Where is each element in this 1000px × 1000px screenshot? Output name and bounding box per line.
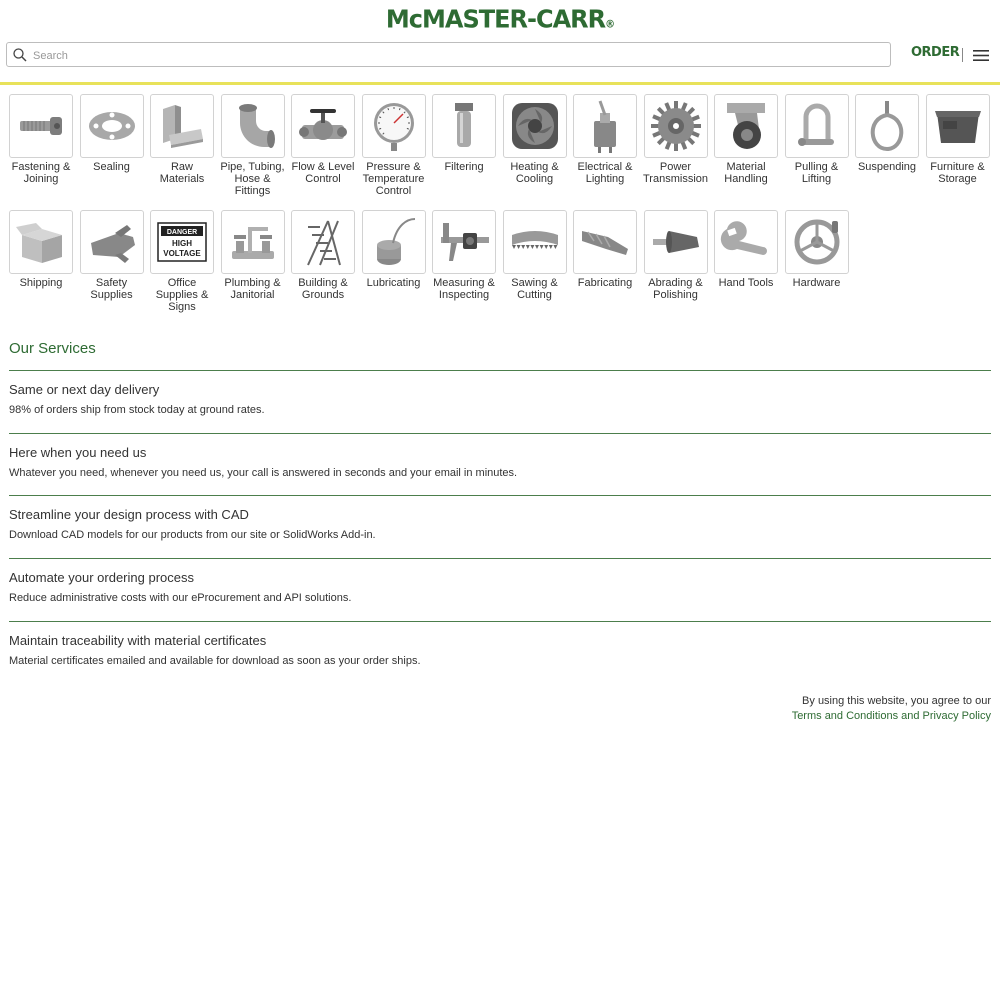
service-item <box>9 495 991 542</box>
category-danger-sign[interactable] <box>150 210 216 313</box>
voltage-text: VOLTAGE <box>163 249 201 258</box>
glove-icon <box>85 215 139 269</box>
storage-bin-icon <box>931 99 985 153</box>
search-box[interactable] <box>6 42 891 67</box>
pipe-elbow-icon <box>226 99 280 153</box>
header <box>0 0 1000 85</box>
category-tile[interactable] <box>926 94 990 158</box>
category-drill-bit[interactable] <box>573 210 639 289</box>
service-divider <box>9 558 991 559</box>
service-description: 98% of orders ship from stock today at ground rates. <box>9 404 265 416</box>
search-input[interactable] <box>31 45 875 66</box>
category-tile[interactable] <box>644 210 708 274</box>
footer <box>792 694 991 724</box>
header-divider <box>962 48 963 62</box>
order-button[interactable]: ORDER <box>911 45 960 60</box>
handwheel-icon <box>790 215 844 269</box>
category-tile[interactable] <box>9 210 73 274</box>
logo[interactable]: McMASTER-CARR® <box>385 4 615 34</box>
ball-valve-icon <box>296 99 350 153</box>
menu-icon[interactable] <box>973 49 989 62</box>
category-saw-blade[interactable] <box>503 210 569 301</box>
category-label: Measuring & Inspecting <box>433 277 495 301</box>
category-faucet[interactable] <box>221 210 287 301</box>
category-grinding-point[interactable] <box>644 210 710 301</box>
danger-sign-icon <box>155 215 209 269</box>
category-label: Fastening & Joining <box>11 161 71 185</box>
oil-can-icon <box>367 215 421 269</box>
logo-text: McMASTER-CARR <box>385 4 606 34</box>
category-label: Electrical & Lighting <box>577 161 633 185</box>
category-tile[interactable] <box>221 210 285 274</box>
stair-ladder-icon <box>296 215 350 269</box>
category-fan[interactable] <box>503 94 569 185</box>
category-tile[interactable] <box>573 94 637 158</box>
category-caster-wheel[interactable] <box>714 94 780 185</box>
fan-icon <box>508 99 562 153</box>
category-label: Furniture & Storage <box>930 161 985 185</box>
footer-text: By using this website, you agree to our <box>802 695 991 707</box>
service-divider <box>9 433 991 434</box>
category-tile[interactable] <box>9 94 73 158</box>
toggle-switch-icon <box>578 99 632 153</box>
category-label: Hardware <box>792 277 841 289</box>
category-label: Power Transmission <box>643 161 708 185</box>
category-label: Sawing & Cutting <box>511 277 558 301</box>
category-label: Raw Materials <box>159 161 205 185</box>
faucet-icon <box>226 215 280 269</box>
category-tile[interactable] <box>291 94 355 158</box>
service-heading[interactable]: Here when you need us <box>9 444 147 460</box>
category-tile[interactable] <box>644 94 708 158</box>
category-storage-bin[interactable] <box>926 94 992 185</box>
service-item <box>9 433 991 479</box>
filter-housing-icon <box>437 99 491 153</box>
gasket-icon <box>85 99 139 153</box>
service-item <box>9 621 991 667</box>
saw-blade-icon <box>508 215 562 269</box>
category-tile[interactable] <box>785 210 849 274</box>
category-label: Pressure & Temperature Control <box>362 161 425 197</box>
sprocket-icon <box>649 99 703 153</box>
category-tile[interactable] <box>785 94 849 158</box>
category-bolt[interactable] <box>9 94 75 185</box>
category-label: Safety Supplies <box>90 277 133 301</box>
caster-wheel-icon <box>719 99 773 153</box>
service-divider <box>9 370 991 371</box>
service-heading[interactable]: Streamline your design process with CAD <box>9 507 249 523</box>
category-metal-stock[interactable] <box>150 94 216 185</box>
category-label: Pulling & Lifting <box>794 161 839 185</box>
category-filter-housing[interactable] <box>432 94 498 173</box>
category-label: Hand Tools <box>718 277 774 289</box>
category-tile[interactable] <box>150 210 214 274</box>
pressure-gauge-icon <box>367 99 421 153</box>
category-tile[interactable] <box>150 94 214 158</box>
grinding-point-icon <box>649 215 703 269</box>
box-icon <box>14 215 68 269</box>
category-tile[interactable] <box>503 94 567 158</box>
service-heading[interactable]: Maintain traceability with material certificates <box>9 632 267 648</box>
category-label: Office Supplies & Signs <box>155 277 209 313</box>
service-description: Download CAD models for our products from our site or SolidWorks Add-in. <box>9 529 376 542</box>
pipe-hanger-icon <box>860 99 914 153</box>
category-box[interactable] <box>9 210 75 289</box>
service-divider <box>9 495 991 496</box>
category-glove[interactable] <box>80 210 146 301</box>
category-tile[interactable] <box>714 94 778 158</box>
category-pressure-gauge[interactable] <box>362 94 428 197</box>
category-label: Plumbing & Janitorial <box>224 277 281 301</box>
category-label: Material Handling <box>724 161 768 185</box>
category-label: Sealing <box>93 161 130 173</box>
category-tile[interactable] <box>291 210 355 274</box>
category-toggle-switch[interactable] <box>573 94 639 185</box>
service-description: Material certificates emailed and available for download as soon as your order ships. <box>9 654 421 667</box>
service-description: Reduce administrative costs with our eProcurement and API solutions. <box>9 592 352 605</box>
services-title: Our Services <box>9 340 96 357</box>
bolt-icon <box>14 99 68 153</box>
wrench-icon <box>719 215 773 269</box>
category-label: Pipe, Tubing, Hose & Fittings <box>220 161 285 197</box>
category-tile[interactable] <box>432 210 496 274</box>
category-caliper[interactable] <box>432 210 498 301</box>
category-label: Heating & Cooling <box>510 161 559 185</box>
category-ball-valve[interactable] <box>291 94 357 185</box>
service-divider <box>9 621 991 622</box>
service-description: Whatever you need, whenever you need us, your call is answered in seconds and your email in minutes. <box>9 466 518 479</box>
category-label: Suspending <box>857 161 917 173</box>
category-sprocket[interactable] <box>644 94 710 185</box>
category-tile[interactable] <box>221 94 285 158</box>
category-tile[interactable] <box>362 210 426 274</box>
caliper-icon <box>437 215 491 269</box>
category-tile[interactable] <box>855 94 919 158</box>
category-shackle[interactable] <box>785 94 851 185</box>
metal-stock-icon <box>155 99 209 153</box>
category-stair-ladder[interactable] <box>291 210 357 301</box>
drill-bit-icon <box>578 215 632 269</box>
category-pipe-elbow[interactable] <box>221 94 287 197</box>
category-tile[interactable] <box>503 210 567 274</box>
terms-privacy-link[interactable]: Terms and Conditions and Privacy Policy <box>791 710 991 722</box>
category-tile[interactable] <box>573 210 637 274</box>
service-item <box>9 558 991 605</box>
danger-text: DANGER <box>166 229 198 236</box>
category-label: Lubricating <box>366 277 421 289</box>
category-tile[interactable] <box>714 210 778 274</box>
category-gasket[interactable] <box>80 94 146 173</box>
category-label: Filtering <box>444 161 484 173</box>
service-item <box>9 370 991 416</box>
service-heading[interactable]: Same or next day delivery <box>9 382 160 397</box>
service-heading[interactable]: Automate your ordering process <box>9 570 194 586</box>
category-tile[interactable] <box>80 210 144 274</box>
category-label: Abrading & Polishing <box>648 277 703 301</box>
high-text: HIGH <box>172 239 192 248</box>
category-tile[interactable] <box>362 94 426 158</box>
category-label: Flow & Level Control <box>291 161 355 185</box>
search-icon <box>13 48 27 62</box>
category-tile[interactable] <box>80 94 144 158</box>
category-label: Building & Grounds <box>298 277 348 301</box>
shackle-icon <box>790 99 844 153</box>
category-pipe-hanger[interactable] <box>855 94 921 173</box>
category-label: Fabricating <box>577 277 633 289</box>
category-oil-can[interactable] <box>362 210 428 289</box>
category-wrench[interactable] <box>714 210 780 289</box>
category-tile[interactable] <box>432 94 496 158</box>
category-handwheel[interactable] <box>785 210 851 289</box>
category-label: Shipping <box>19 277 63 289</box>
